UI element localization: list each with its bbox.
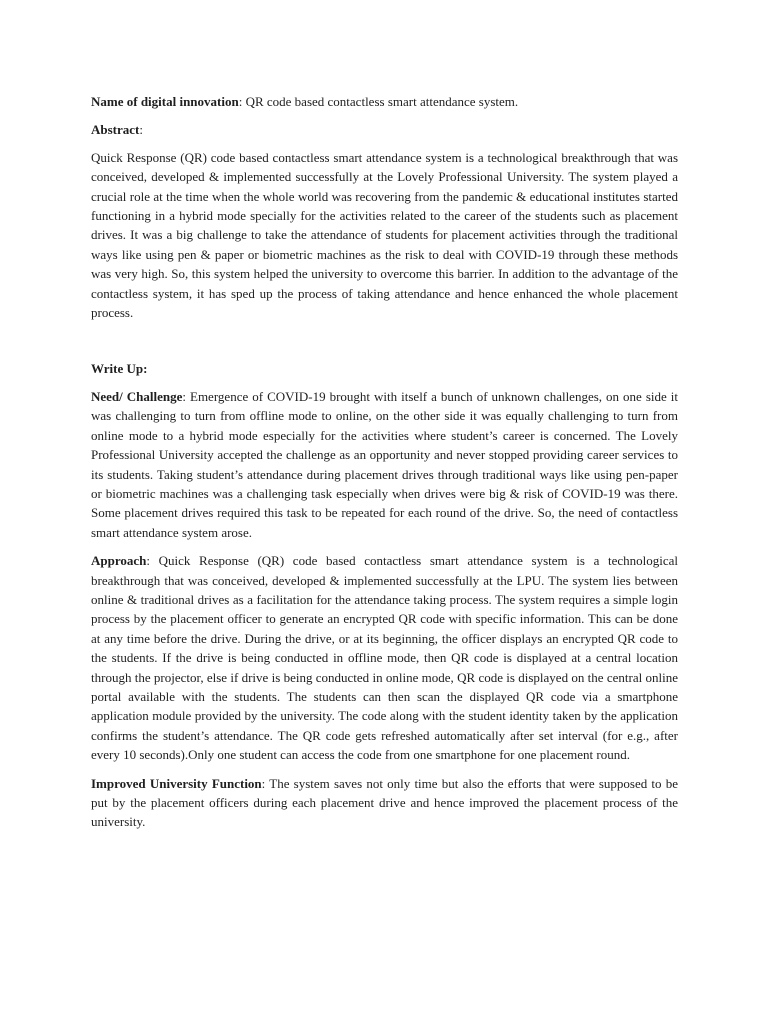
document-page [91,92,678,832]
abstract-body: Quick Response (QR) code based contactless smart attendance system is a technological breakthrough that was conceived, developed & implemented successfully at the Lovely Professional University. The system played a crucial role at the time when the whole world was recovering from the pandemic & educational institutes started functioning in a hybrid mode specially for the activities related to the career of the students such as placement drives. It was a big challenge to take the attendance of students for placement activities through the traditional ways like using pen & paper or biometric machines as the risk to deal with COVID-19 through these methods was very high. So, this system helped the university to overcome this barrier. In addition to the advantage of the contactless system, it has sped up the process of taking attendance and hence enhanced the whole placement process. [91,149,678,321]
need-challenge-label: Need/ Challenge [91,388,183,404]
approach-label: Approach [91,553,147,569]
improved-function-paragraph [91,774,678,832]
improved-function-text: : The system saves not only time but also the efforts that were supposed to be put by the placement officers during each placement drive and hence improved the placement process of the university. [91,775,678,830]
innovation-name-line [91,92,678,111]
need-challenge-text: : Emergence of COVID-19 brought with itself a bunch of unknown challenges, on one side it was challenging to turn from offline mode to online, on the other side it was equally challenging to turn from online mode to a hybrid mode especially for the activities where student’s career is concerned. The Lovely Professional University accepted the challenge as an opportunity and never stopped providing career services to its students. Taking student’s attendance during placement drives through traditional ways like using pen-paper or biometric machines was a challenging task especially when drives were big & risk of COVID-19 was there. Some placement drives required this task to be repeated for each round of the drive. So, the need of contactless smart attendance system arose. [91,388,678,540]
abstract-heading: Abstract [91,122,140,138]
improved-function-label: Improved University Function [91,775,262,791]
innovation-name-label: Name of digital innovation [91,94,239,109]
abstract-heading-line [91,120,678,139]
innovation-name-text: : QR code based contactless smart attendance system. [238,94,519,109]
approach-paragraph [91,551,678,764]
writeup-heading: Write Up: [91,361,148,377]
approach-text: : Quick Response (QR) code based contactless smart attendance system is a technological breakthrough that was conceived, developed & implemented successfully at the LPU. The system lies between online & traditional drives as a facilitation for the attendance taking process. The system requires a simple login process by the placement officer to generate an encrypted QR code with specific information. This can be done at any time before the drive. During the drive, or at its beginning, the officer displays an encrypted QR code to the students. If the drive is being conducted in offline mode, then QR code is displayed at a central location through the projector, else if drive is being conducted in online mode, QR code is displayed on the central online portal available with the students. The students can then scan the displayed QR code via a smartphone application module provided by the university. The code along with the student identity taken by the application confirms the student’s attendance. The QR code gets refreshed automatically after set interval (for e.g., after every 10 seconds).Only one student can access the code from one smartphone for one placement round. [91,553,678,763]
abstract-heading-colon: : [139,122,144,138]
need-challenge-paragraph [91,387,678,542]
